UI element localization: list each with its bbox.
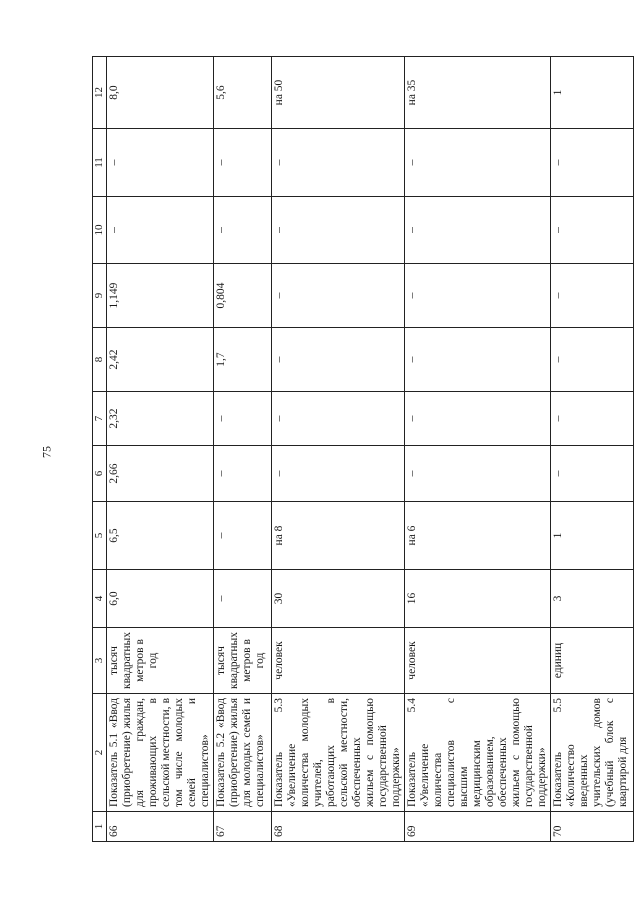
table-row (551, 57, 634, 842)
header-cell: 5 (93, 502, 107, 570)
indicator-name: Показатель 5.1 «Ввод (приобретение) жилья для граждан, проживающих в сельской местности, в том числе молодых семей и специалистов» (107, 694, 214, 812)
row-number: 67 (214, 812, 272, 842)
header-cell: 3 (93, 628, 107, 694)
unit-cell: человек (405, 628, 551, 694)
value-cell: – (405, 446, 551, 502)
indicator-name: Показатель 5.4 «Увеличение количества специалистов с высшим медицинским образованием, обеспеченных жильем с помощью государственной поддержки» (405, 694, 551, 812)
value-cell: – (214, 446, 272, 502)
table-row (405, 57, 551, 842)
value-cell: – (214, 129, 272, 197)
value-cell: – (107, 197, 214, 264)
header-cell: 9 (93, 264, 107, 328)
header-cell: 11 (93, 129, 107, 197)
header-cell: 4 (93, 570, 107, 628)
table-row (272, 57, 405, 842)
value-cell: – (214, 502, 272, 570)
value-cell: 3 (551, 570, 634, 628)
value-cell: – (405, 129, 551, 197)
value-cell: – (405, 392, 551, 446)
value-cell: на 6 (405, 502, 551, 570)
value-cell: – (551, 264, 634, 328)
table-row (214, 57, 272, 842)
value-cell: – (551, 197, 634, 264)
rotated-table-container (92, 57, 629, 842)
value-cell: 8,0 (107, 57, 214, 129)
value-cell: 2,32 (107, 392, 214, 446)
value-cell: – (107, 129, 214, 197)
value-cell: 16 (405, 570, 551, 628)
value-cell: – (272, 446, 405, 502)
value-cell: – (272, 264, 405, 328)
unit-cell: единиц (551, 628, 634, 694)
value-cell: – (405, 197, 551, 264)
unit-cell: тысяч квадратных метров в год (107, 628, 214, 694)
value-cell: – (214, 197, 272, 264)
value-cell: на 50 (272, 57, 405, 129)
value-cell: 5,6 (214, 57, 272, 129)
value-cell: – (214, 392, 272, 446)
row-number: 69 (405, 812, 551, 842)
value-cell: 1,7 (214, 328, 272, 392)
unit-cell: человек (272, 628, 405, 694)
row-number: 66 (107, 812, 214, 842)
header-row (93, 57, 107, 842)
value-cell: – (272, 197, 405, 264)
value-cell: – (272, 328, 405, 392)
value-cell: на 8 (272, 502, 405, 570)
value-cell: – (214, 570, 272, 628)
indicators-table (92, 56, 634, 842)
value-cell: 0,804 (214, 264, 272, 328)
value-cell: – (551, 446, 634, 502)
value-cell: 6,5 (107, 502, 214, 570)
value-cell: 1 (551, 57, 634, 129)
header-cell: 2 (93, 694, 107, 812)
page-number: 75 (39, 446, 54, 458)
table-row (107, 57, 214, 842)
value-cell: – (551, 328, 634, 392)
value-cell: 2,42 (107, 328, 214, 392)
header-cell: 8 (93, 328, 107, 392)
value-cell: – (551, 392, 634, 446)
value-cell: на 35 (405, 57, 551, 129)
value-cell: – (272, 129, 405, 197)
unit-cell: тысяч квадратных метров в год (214, 628, 272, 694)
header-cell: 6 (93, 446, 107, 502)
header-cell: 10 (93, 197, 107, 264)
value-cell: – (405, 328, 551, 392)
value-cell: – (405, 264, 551, 328)
indicator-name: Показатель 5.3 «Увеличение количества молодых учителей, работающих в сельской местности, обеспеченных жильем с помощью государственной поддержки» (272, 694, 405, 812)
header-cell: 1 (93, 812, 107, 842)
value-cell: 1 (551, 502, 634, 570)
row-number: 68 (272, 812, 405, 842)
value-cell: 30 (272, 570, 405, 628)
value-cell: 6,0 (107, 570, 214, 628)
row-number: 70 (551, 812, 634, 842)
value-cell: 2,66 (107, 446, 214, 502)
value-cell: – (272, 392, 405, 446)
value-cell: 1,149 (107, 264, 214, 328)
header-cell: 12 (93, 57, 107, 129)
value-cell: – (551, 129, 634, 197)
indicator-name: Показатель 5.2 «Ввод (приобретение) жилья для молодых семей и специалистов» (214, 694, 272, 812)
indicator-name: Показатель 5.5 «Количество введенных учительских домов (учебный блок с квартирой для (551, 694, 634, 812)
header-cell: 7 (93, 392, 107, 446)
